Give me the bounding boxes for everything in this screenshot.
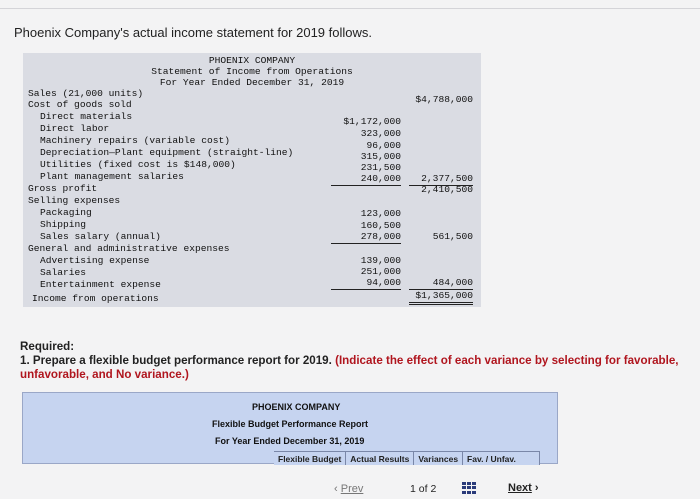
util-label: Utilities (fixed cost is $148,000)	[40, 159, 236, 170]
ss-label: Sales salary (annual)	[40, 231, 161, 242]
dep-label: Depreciation—Plant equipment (straight-line)	[40, 147, 294, 158]
report-header-box	[22, 392, 558, 464]
prev-button[interactable]	[334, 483, 363, 495]
next-button[interactable]	[508, 482, 539, 494]
performance-report	[22, 392, 690, 464]
util-value: 231,500	[360, 162, 401, 173]
chevron-left-icon: ‹	[334, 483, 341, 495]
page-total: of 2	[418, 483, 437, 495]
dm-label: Direct materials	[40, 111, 133, 122]
ent-label: Entertainment expense	[40, 279, 161, 290]
ent-value: 94,000	[331, 277, 401, 290]
top-divider	[0, 8, 700, 9]
inc-total: $1,365,000	[409, 290, 473, 305]
report-company: PHOENIX COMPANY	[252, 402, 341, 412]
mr-label: Machinery repairs (variable cost)	[40, 135, 230, 146]
statement-period: For Year Ended December 31, 2019	[159, 77, 345, 88]
pack-value: 123,000	[360, 208, 401, 219]
required-emphasis: (Indicate the effect of each variance by selecting for favorable, unfavorable, and No variance.)	[20, 354, 679, 381]
required-section	[20, 340, 695, 382]
sal-value: 251,000	[360, 266, 401, 277]
dep-value: 315,000	[360, 151, 401, 162]
mr-value: 96,000	[366, 140, 401, 151]
chevron-right-icon: ›	[531, 482, 539, 494]
ship-value: 160,500	[360, 220, 401, 231]
adv-value: 139,000	[360, 255, 401, 266]
required-text	[20, 354, 695, 382]
col-variances: Variances	[413, 451, 462, 465]
cogs-total: 2,377,500	[409, 173, 473, 186]
income-statement	[23, 53, 481, 307]
ga-total: 484,000	[409, 277, 473, 290]
pms-value: 240,000	[331, 173, 401, 186]
ga-label: General and administrative expenses	[28, 243, 230, 254]
se-label: Selling expenses	[28, 195, 121, 206]
required-line: 1. Prepare a flexible budget performance report for 2019.	[20, 354, 332, 367]
pack-label: Packaging	[40, 207, 92, 218]
se-total: 561,500	[432, 231, 473, 242]
next-label: Next	[508, 482, 532, 494]
col-actual-results: Actual Results	[345, 451, 413, 465]
ship-label: Shipping	[40, 219, 87, 230]
pagination	[0, 480, 700, 499]
current-page: 1	[410, 483, 416, 495]
report-title: Flexible Budget Performance Report	[212, 419, 369, 429]
inc-label: Income from operations	[32, 293, 159, 304]
question-text: Phoenix Company's actual income statement for 2019 follows.	[14, 25, 373, 40]
prev-label: Prev	[340, 483, 364, 495]
gp-total: 2,410,500	[421, 184, 473, 195]
ss-value: 278,000	[331, 231, 401, 244]
col-fav-unfav: Fav. / Unfav.	[462, 451, 540, 465]
col-flexible-budget: Flexible Budget	[274, 451, 345, 465]
dl-value: 323,000	[360, 128, 401, 139]
required-label: Required:	[20, 340, 75, 353]
gp-label: Gross profit	[28, 183, 98, 194]
dm-value: $1,172,000	[343, 116, 401, 127]
cogs-label: Cost of goods sold	[28, 99, 132, 110]
report-columns	[274, 451, 540, 465]
sales-total: $4,788,000	[415, 94, 473, 105]
adv-label: Advertising expense	[40, 255, 150, 266]
pms-label: Plant management salaries	[40, 171, 184, 182]
page-indicator	[410, 483, 436, 495]
sal-label: Salaries	[40, 267, 87, 278]
statement-company: PHOENIX COMPANY	[208, 55, 296, 66]
dl-label: Direct labor	[40, 123, 110, 134]
statement-title: Statement of Income from Operations	[151, 66, 353, 77]
sales-label: Sales (21,000 units)	[28, 88, 144, 99]
grid-icon[interactable]	[462, 482, 476, 494]
report-period: For Year Ended December 31, 2019	[215, 436, 365, 446]
